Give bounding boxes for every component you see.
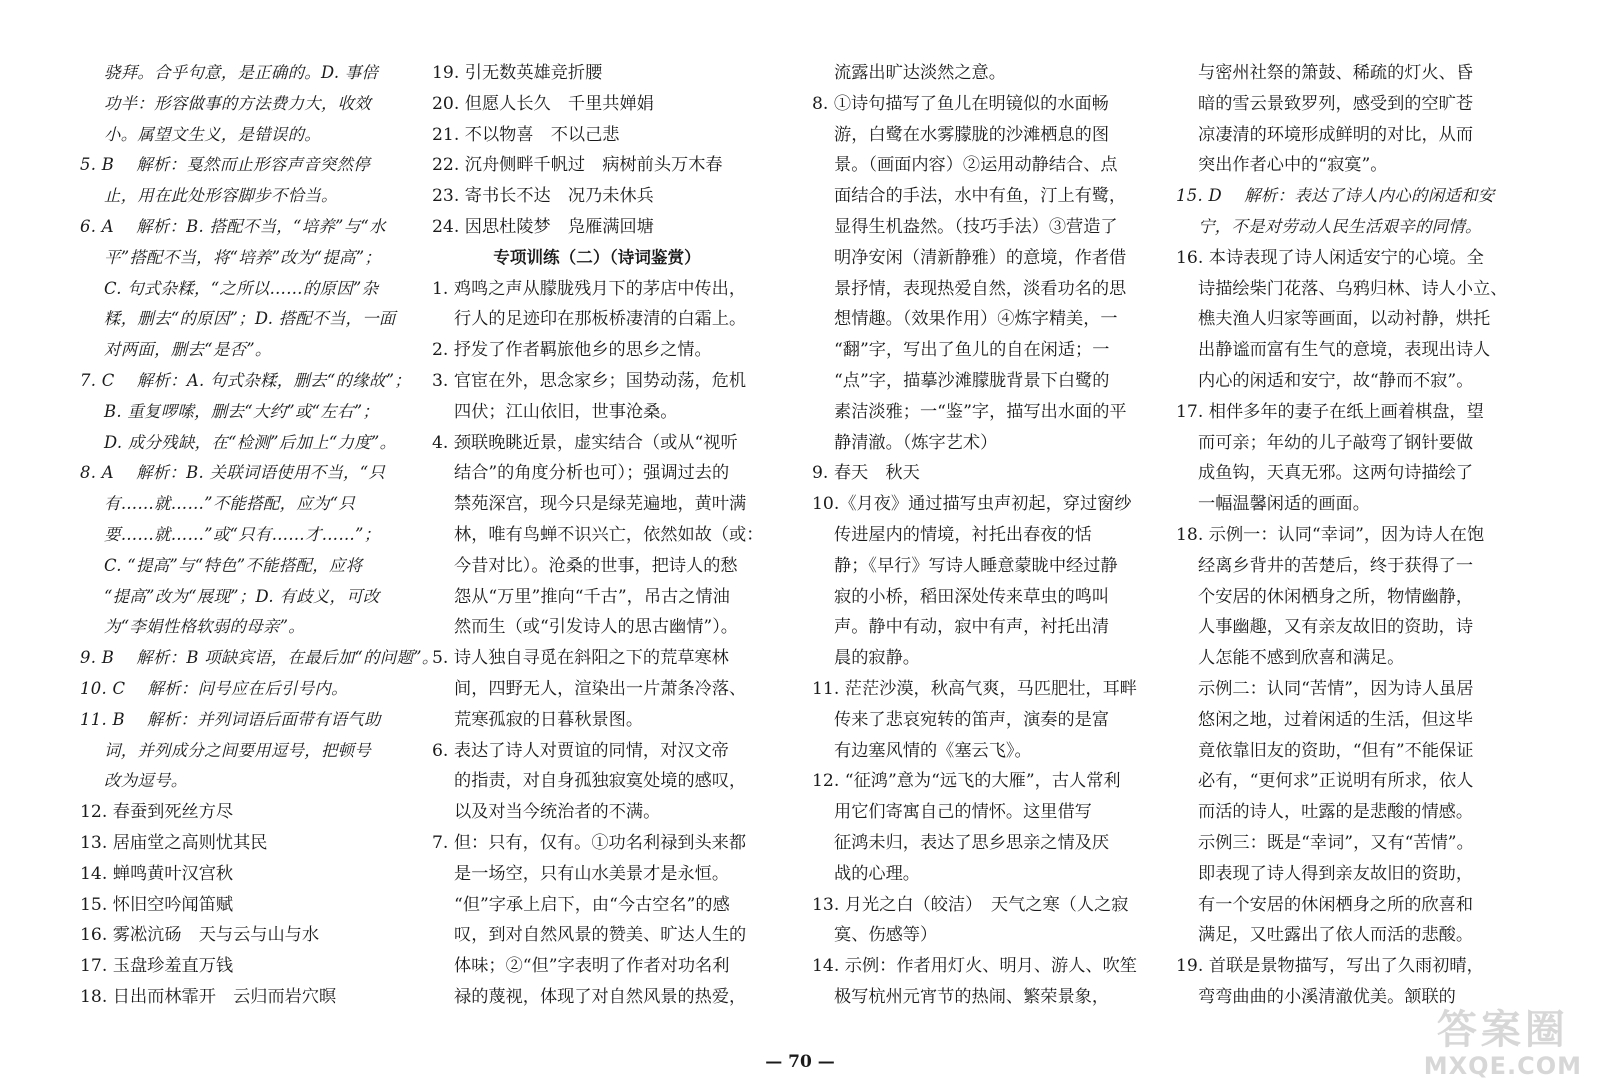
answer-line: 景抒情，表现热爱自然，淡看功名的思 <box>834 278 1127 299</box>
answer-line: 16. 本诗表现了诗人闲适安宁的心境。全 <box>1176 247 1484 268</box>
answer-line: 17. 玉盘珍羞直万钱 <box>80 956 234 977</box>
answer-line: 成鱼钩，天真无邪。这两句诗描绘了 <box>1198 463 1474 484</box>
answer-line: 静；《早行》写诗人睡意蒙眬中经过静 <box>834 555 1118 576</box>
answer-line: 19. 首联是景物描写，写出了久雨初晴， <box>1176 956 1484 977</box>
answer-line: 7. C 解析：A. 句式杂糅，删去“的缘故”； <box>80 370 411 390</box>
answer-line: 23. 寄书长不达 况乃未休兵 <box>432 186 654 207</box>
answer-line: 极写杭州元宵节的热闹、繁荣景象， <box>834 986 1110 1007</box>
answer-line: 15. 怀旧空吟闻笛赋 <box>80 894 234 915</box>
answer-line: 声。静中有动，寂中有声，衬托出清 <box>834 617 1110 638</box>
answer-line: 词，并列成分之间要用逗号，把顿号 <box>104 740 372 760</box>
answer-line: 用它们寄寓自己的情怀。这里借写 <box>834 802 1092 823</box>
answer-line: 2. 抒发了作者羁旅他乡的思乡之情。 <box>432 340 712 361</box>
answer-line: 人事幽趣，又有亲友故旧的资助，诗 <box>1198 617 1474 638</box>
answer-line: 静清澈。（炼字艺术） <box>834 432 998 453</box>
answer-line: 平”搭配不当，将“培养”改为“提高”； <box>104 247 382 267</box>
answer-column-1 <box>80 58 439 1013</box>
answer-line: 传进屋内的情境，衬托出春夜的恬 <box>834 524 1092 545</box>
answer-line: 24. 因思杜陵梦 凫雁满回塘 <box>432 216 654 237</box>
answer-line: 糅，删去“的原因”；D. 搭配不当，一面 <box>104 309 396 329</box>
section-title: 专项训练（二）（诗词鉴赏） <box>493 247 701 267</box>
answer-line: 经离乡背井的苦楚后，终于获得了一 <box>1198 555 1474 576</box>
answer-line: 暗的雪云景致罗列，感受到的空旷苍 <box>1198 93 1474 114</box>
answer-line: 21. 不以物喜 不以己悲 <box>432 124 620 145</box>
answer-line: 然而生（或“引发诗人的思古幽情”）。 <box>454 617 738 638</box>
answer-line: 15. D 解析：表达了诗人内心的闲适和安 <box>1176 186 1495 206</box>
answer-line: 小。属望文生义，是错误的。 <box>104 124 321 144</box>
answer-line: D. 成分残缺，在“检测”后加上“力度”。 <box>104 432 397 452</box>
answer-column-4 <box>1176 58 1516 1013</box>
answer-line: 怨从“万里”推向“千古”，吊古之情油 <box>454 586 730 607</box>
watermark-text: 答案圈 <box>1436 1007 1569 1053</box>
answer-line: 明净安闲（清新静雅）的意境，作者借 <box>834 247 1127 268</box>
answer-line: 面结合的手法，水中有鱼，汀上有鹭， <box>834 186 1127 207</box>
answer-line: 体味；②“但”字表明了作者对功名利 <box>454 956 730 977</box>
answer-line: 即表现了诗人得到亲友故旧的资助， <box>1198 863 1474 884</box>
answer-line: 结合”的角度分析也可）；强调过去的 <box>454 463 730 484</box>
answer-line: 3. 官宦在外，思念家乡；国势动荡，危机 <box>432 370 747 391</box>
answer-line: 11. B 解析：并列词语后面带有语气助 <box>80 709 381 729</box>
answer-line: 而可亲；年幼的儿子敲弯了钢针要做 <box>1198 432 1474 453</box>
answer-line: “但”字承上启下，由“今古空名”的感 <box>454 894 730 915</box>
answer-line: 传来了悲哀宛转的笛声，演奏的是富 <box>834 709 1110 730</box>
answer-line: 出静谧而富有生气的意境，表现出诗人 <box>1198 340 1491 361</box>
answer-line: 12. “征鸿”意为“远飞的大雁”，古人常利 <box>812 771 1121 792</box>
answer-line: 晨的寂静。 <box>834 648 920 669</box>
answer-line: 禄的蔑视，体现了对自然风景的热爱， <box>454 986 747 1007</box>
answer-line: 17. 相伴多年的妻子在纸上画着棋盘，望 <box>1176 401 1484 422</box>
answer-line: 林，唯有鸟蝉不识兴亡，依然如故（或： <box>454 524 764 545</box>
answer-line: 间，四野无人，渲染出一片萧条冷落、 <box>454 678 747 699</box>
answer-line: 6. A 解析：B. 搭配不当，“培养”与“水 <box>80 216 386 236</box>
watermark-logo <box>1424 1008 1582 1080</box>
answer-line: 14. 蝉鸣黄叶汉宫秋 <box>80 863 234 884</box>
answer-column-2 <box>432 58 762 1013</box>
answer-line: 止，用在此处形容脚步不恰当。 <box>104 186 338 206</box>
answer-line: 以及对当今统治者的不满。 <box>454 802 661 823</box>
answer-line: 显得生机盎然。（技巧手法）③营造了 <box>834 216 1118 237</box>
answer-line: 景。（画面内容）②运用动静结合、点 <box>834 155 1118 176</box>
answer-line: 改为逗号。 <box>104 771 188 791</box>
answer-line: “翻”字，写出了鱼儿的自在闲适；一 <box>834 340 1110 361</box>
answer-line: 想情趣。（效果作用）④炼字精美，一 <box>834 309 1118 330</box>
answer-line: 必有，“更何求”正说明有所求，依人 <box>1198 771 1474 792</box>
answer-line: 弯弯曲曲的小溪清澈优美。颔联的 <box>1198 986 1456 1007</box>
answer-line: 诗描绘柴门花落、乌鸦归林、诗人小立、 <box>1198 278 1508 299</box>
answer-line: 行人的足迹印在那板桥凄清的白霜上。 <box>454 309 747 330</box>
answer-line: 突出作者心中的“寂寞”。 <box>1198 155 1388 176</box>
answer-line: 与密州社祭的箫鼓、稀疏的灯火、昏 <box>1198 63 1474 83</box>
answer-line: 5. 诗人独自寻觅在斜阳之下的荒草寒林 <box>432 648 729 669</box>
answer-line: 10.《月夜》通过描写虫声初起，穿过窗纱 <box>812 494 1132 515</box>
answer-line: 8. ①诗句描写了鱼儿在明镜似的水面畅 <box>812 93 1109 114</box>
watermark-url: MXQE.COM <box>1423 1052 1582 1080</box>
answer-line: 有一个安居的休闲栖身之所的欣喜和 <box>1198 894 1474 915</box>
answer-line: 宁，不是对劳动人民生活艰辛的同情。 <box>1198 216 1482 236</box>
answer-line: 7. 但：只有，仅有。①功名利禄到头来都 <box>432 832 747 853</box>
answer-line: 16. 雾凇沆砀 天与云与山与水 <box>80 925 320 946</box>
answer-line: 满足，又吐露出了依人而活的悲酸。 <box>1198 925 1474 946</box>
answer-line: 有边塞风情的《塞云飞》。 <box>834 740 1032 761</box>
answer-line: 13. 居庙堂之高则忧其民 <box>80 832 268 853</box>
answer-line: 是一场空，只有山水美景才是永恒。 <box>454 863 730 884</box>
answer-line: 示例二：认同“苦情”，因为诗人虽居 <box>1198 678 1474 699</box>
answer-line: 战的心理。 <box>834 863 920 884</box>
answer-line: 人怎能不感到欣喜和满足。 <box>1198 648 1405 669</box>
answer-line: 11. 茫茫沙漠，秋高气爽，马匹肥壮，耳畔 <box>812 678 1137 699</box>
answer-line: 寞、伤感等） <box>834 925 938 946</box>
answer-line: 14. 示例：作者用灯火、明月、游人、吹笙 <box>812 956 1137 977</box>
answer-line: 8. A 解析：B. 关联词语使用不当，“只 <box>80 463 386 483</box>
answer-line: 9. B 解析：B 项缺宾语，在最后加“的问题”。 <box>80 648 439 668</box>
answer-line: 20. 但愿人长久 千里共婵娟 <box>432 93 654 114</box>
answer-line: 寂的小桥，稻田深处传来草虫的鸣叫 <box>834 586 1110 607</box>
answer-line: “提高”改为“展现”；D. 有歧义，可改 <box>104 586 380 606</box>
answer-column-3 <box>812 58 1142 1013</box>
answer-line: 9. 春天 秋天 <box>812 463 920 484</box>
answer-line: 征鸿未归，表达了思乡思亲之情及厌 <box>834 832 1110 853</box>
answer-line: C. 句式杂糅，“之所以……的原因”杂 <box>104 278 379 298</box>
answer-line: 1. 鸡鸣之声从朦胧残月下的茅店中传出， <box>432 278 747 299</box>
answer-line: 4. 颈联晚眺近景，虚实结合（或从“视听 <box>432 432 738 453</box>
answer-line: 内心的闲适和安宁，故“静而不寂”。 <box>1198 370 1474 391</box>
answer-line: 游，白鹭在水雾朦胧的沙滩栖息的图 <box>834 124 1110 145</box>
answer-line: 18. 示例一：认同“幸词”，因为诗人在饱 <box>1176 524 1485 545</box>
answer-line: 示例三：既是“幸词”，又有“苦情”。 <box>1198 832 1474 853</box>
answer-line: 10. C 解析：问号应在后引号内。 <box>80 678 348 698</box>
answer-line: 18. 日出而林霏开 云归而岩穴暝 <box>80 986 337 1007</box>
answer-line: 个安居的休闲栖身之所，物情幽静， <box>1198 586 1474 607</box>
answer-line: 为“李娟性格软弱的母亲”。 <box>104 617 305 637</box>
answer-line: 一幅温馨闲适的画面。 <box>1198 494 1370 515</box>
answer-line: 有……就……”不能搭配，应为“只 <box>104 494 356 514</box>
answer-line: C. “提高”与“特色”不能搭配，应将 <box>104 555 363 575</box>
answer-line: 今昔对比）。沧桑的世事，把诗人的愁 <box>454 555 738 576</box>
answer-line: 12. 春蚕到死丝方尽 <box>80 802 234 823</box>
answer-line: 樵夫渔人归家等画面，以动衬静，烘托 <box>1198 309 1491 330</box>
answer-line: 5. B 解析：戛然而止形容声音突然停 <box>80 155 370 175</box>
answer-line: 叹，到对自然风景的赞美、旷达人生的 <box>454 925 747 946</box>
answer-line: 素洁淡雅；一“鉴”字，描写出水面的平 <box>834 401 1127 422</box>
answer-line: 要……就……”或“只有……才……”； <box>104 524 381 544</box>
answer-line: 19. 引无数英雄竞折腰 <box>432 63 603 83</box>
answer-line: “点”字，描摹沙滩朦胧背景下白鹭的 <box>834 370 1110 391</box>
answer-line: B. 重复啰嗦，删去“大约”或“左右”； <box>104 401 380 421</box>
answer-line: 四伏；江山依旧，世事沧桑。 <box>454 401 678 422</box>
answer-line: 骁拜。合乎句意，是正确的。D. 事倍 <box>104 63 379 82</box>
answer-line: 悠闲之地，过着闲适的生活，但这毕 <box>1198 709 1474 730</box>
answer-line: 竟依靠旧友的资助，“但有”不能保证 <box>1198 740 1474 761</box>
answer-line: 流露出旷达淡然之意。 <box>834 63 1006 83</box>
answer-line: 功半：形容做事的方法费力大，收效 <box>104 93 372 113</box>
answer-line: 而活的诗人，吐露的是悲酸的情感。 <box>1198 802 1474 823</box>
answer-line: 禁苑深宫，现今只是绿芜遍地，黄叶满 <box>454 494 747 515</box>
answer-line: 的指责，对自身孤独寂寞处境的感叹， <box>454 771 747 792</box>
answer-line: 对两面，删去“是否”。 <box>104 340 272 360</box>
page-number: — 70 — <box>765 1052 835 1072</box>
answer-line: 凉凄清的环境形成鲜明的对比，从而 <box>1198 124 1474 145</box>
answer-line: 22. 沉舟侧畔千帆过 病树前头万木春 <box>432 155 723 176</box>
answer-line: 荒寒孤寂的日暮秋景图。 <box>454 709 644 730</box>
answer-line: 6. 表达了诗人对贾谊的同情，对汉文帝 <box>432 740 729 761</box>
answer-line: 13. 月光之白（皎洁） 天气之寒（人之寂 <box>812 894 1129 915</box>
